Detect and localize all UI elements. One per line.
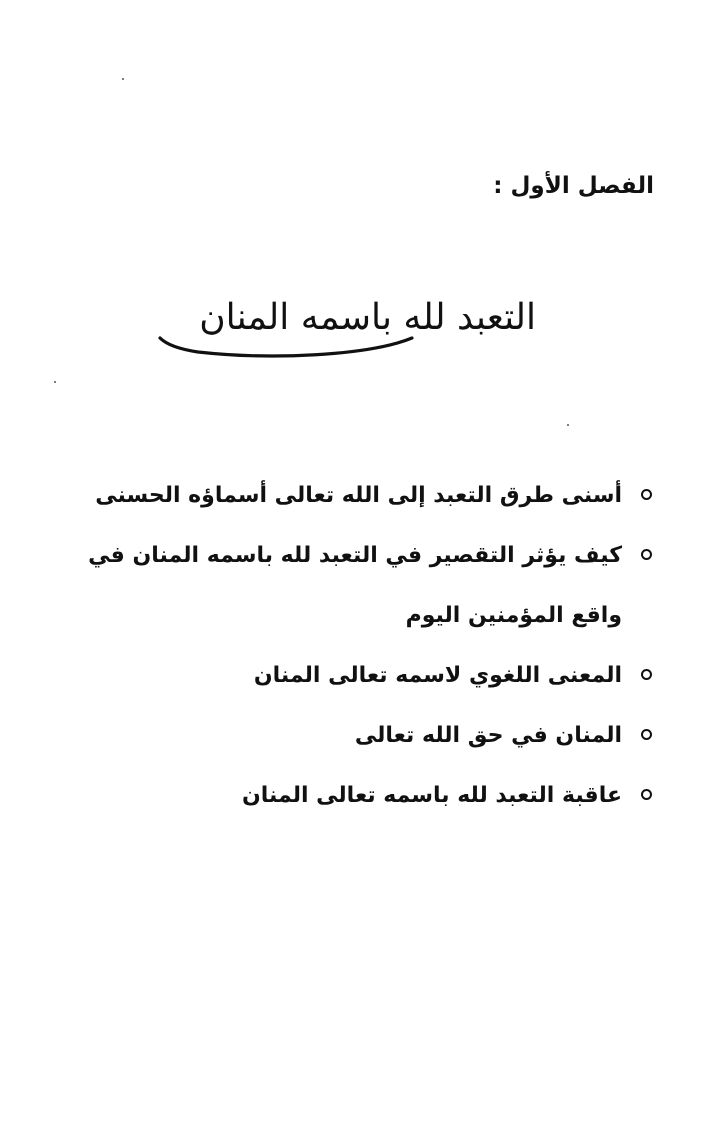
topic-text: عاقبة التعبد لله باسمه تعالى المنان bbox=[241, 783, 622, 808]
hollow-circle-icon bbox=[641, 789, 652, 800]
hollow-circle-icon bbox=[641, 669, 652, 680]
topic-text: المعنى اللغوي لاسمه تعالى المنان bbox=[253, 663, 622, 688]
hollow-circle-icon bbox=[641, 489, 652, 500]
hollow-circle-icon bbox=[641, 729, 652, 740]
scan-speck bbox=[567, 424, 569, 426]
topic-item bbox=[62, 646, 622, 706]
scan-speck bbox=[54, 381, 56, 383]
topic-item bbox=[62, 526, 622, 646]
chapter-title: التعبد لله باسمه المنان bbox=[199, 297, 536, 338]
topics-list bbox=[62, 466, 622, 826]
topic-text: أسنى طرق التعبد إلى الله تعالى أسماؤه الحسنى bbox=[95, 483, 622, 508]
topic-text: المنان في حق الله تعالى bbox=[354, 723, 622, 748]
topic-item bbox=[62, 766, 622, 826]
topic-item bbox=[62, 466, 622, 526]
topic-text: كيف يؤثر التقصير في التعبد لله باسمه المنان في واقع المؤمنين اليوم bbox=[88, 543, 622, 628]
topic-item bbox=[62, 706, 622, 766]
hollow-circle-icon bbox=[641, 549, 652, 560]
scan-speck bbox=[122, 78, 124, 80]
chapter-title-block bbox=[150, 282, 550, 372]
chapter-label: الفصل الأول : bbox=[493, 173, 654, 199]
